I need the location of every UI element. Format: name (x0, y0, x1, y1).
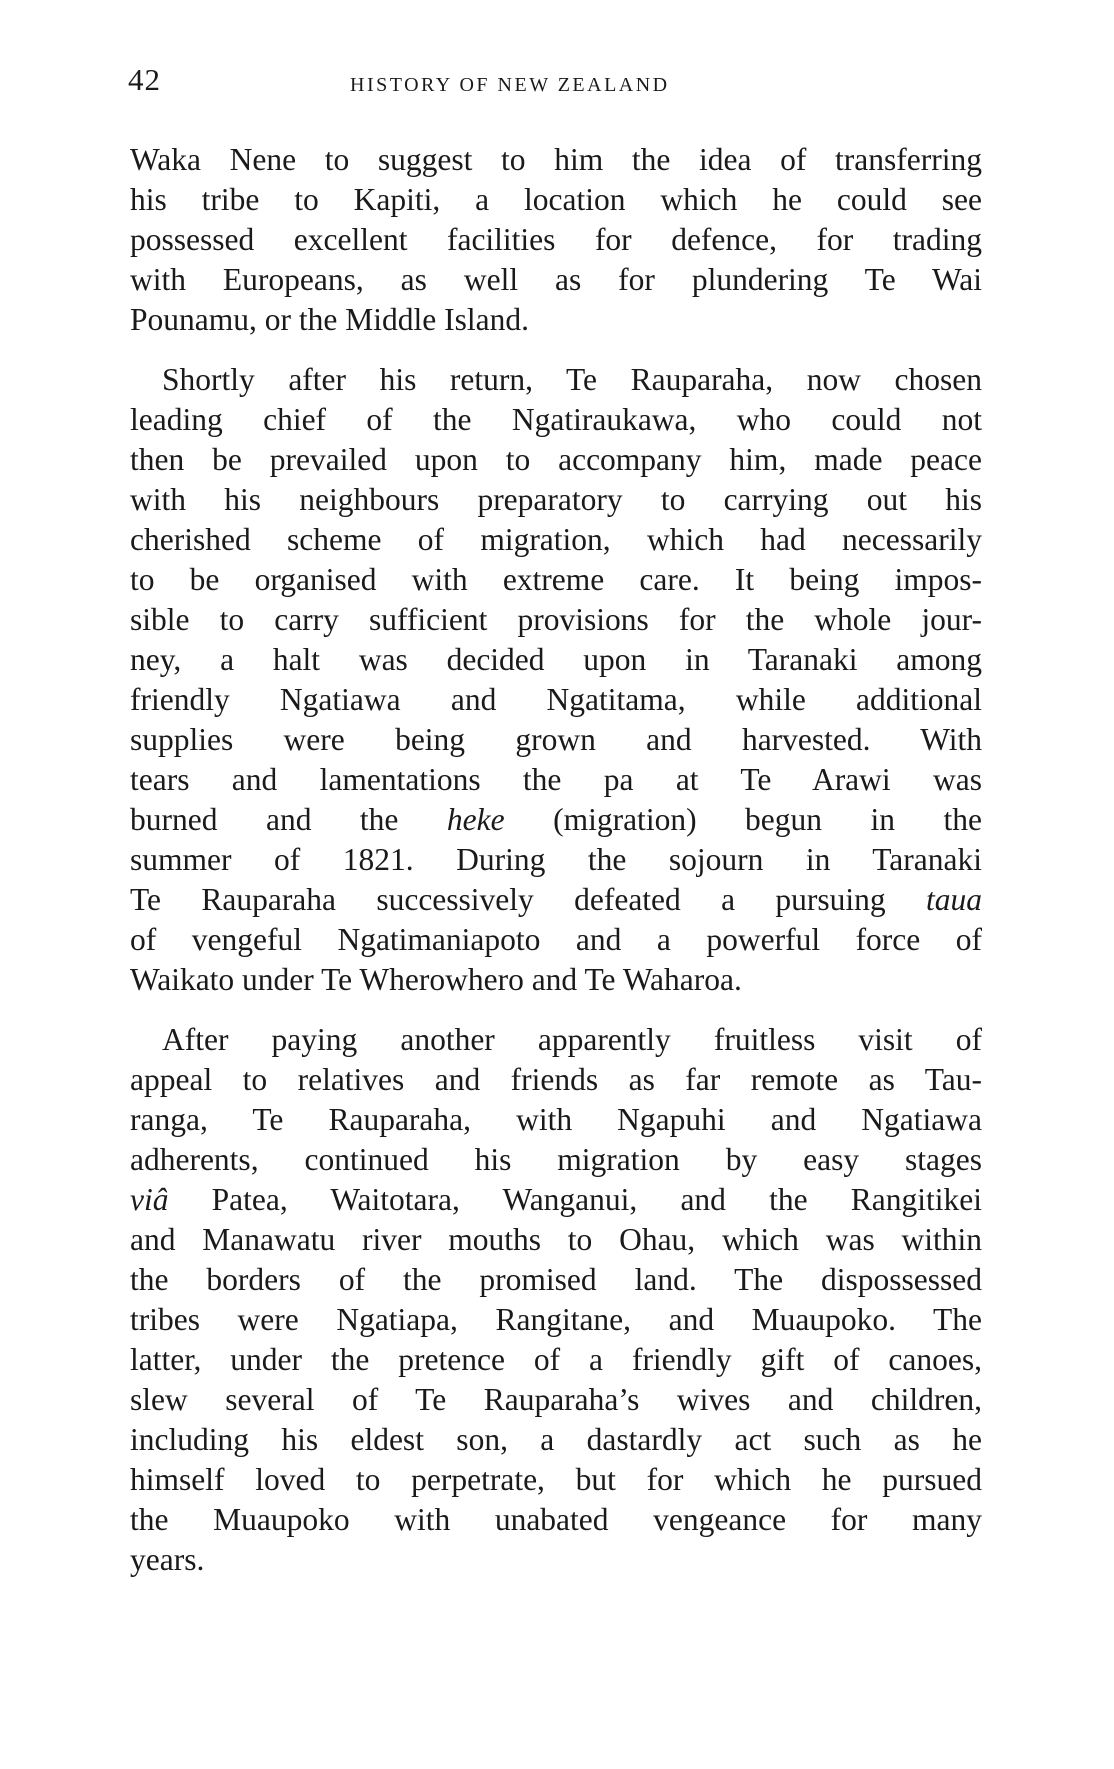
text-line: his tribe to Kapiti, a location which he could see (130, 182, 982, 217)
paragraph-gap (130, 340, 982, 360)
text-line: summer of 1821. During the sojourn in Taranaki (130, 842, 982, 877)
text-line: to be organised with extreme care. It being impos- (130, 562, 982, 597)
text-line: Shortly after his return, Te Rauparaha, now chosen (162, 362, 982, 397)
text-line: possessed excellent facilities for defence, for trading (130, 222, 982, 257)
italic-term: heke (446, 802, 505, 837)
text-line: tears and lamentations the pa at Te Arawi was (130, 762, 982, 797)
text-line: After paying another apparently fruitless visit of (162, 1022, 982, 1057)
page-number: 42 (128, 62, 161, 97)
running-head: HISTORY OF NEW ZEALAND (350, 74, 670, 96)
italic-term: taua (925, 882, 982, 917)
text-line: friendly Ngatiawa and Ngatitama, while additional (130, 682, 982, 717)
text-line: adherents, continued his migration by easy stages (130, 1142, 982, 1177)
text-line: sible to carry sufficient provisions for the whole jour- (130, 602, 982, 637)
text-line: the borders of the promised land. The dispossessed (130, 1262, 982, 1297)
text-line: of vengeful Ngatimaniapoto and a powerful force of (130, 922, 982, 957)
text-line: Pounamu, or the Middle Island. (130, 302, 529, 337)
text-line: Te Rauparaha successively defeated a pursuing taua (130, 882, 982, 917)
text-line: supplies were being grown and harvested. With (130, 722, 982, 757)
text-line: with his neighbours preparatory to carrying out his (130, 482, 982, 517)
text-line: appeal to relatives and friends as far remote as Tau- (130, 1062, 982, 1097)
text-line: then be prevailed upon to accompany him, made peace (130, 442, 982, 477)
text-line: viâ Patea, Waitotara, Wanganui, and the Rangitikei (130, 1182, 982, 1217)
text-line: slew several of Te Rauparaha’s wives and children, (130, 1382, 982, 1417)
text-line: including his eldest son, a dastardly act such as he (130, 1422, 982, 1457)
text-line: latter, under the pretence of a friendly gift of canoes, (130, 1342, 982, 1377)
text-line: tribes were Ngatiapa, Rangitane, and Muaupoko. The (130, 1302, 982, 1337)
italic-term: viâ (130, 1182, 169, 1217)
text-line: ney, a halt was decided upon in Taranaki among (130, 642, 982, 677)
text-line: ranga, Te Rauparaha, with Ngapuhi and Ngatiawa (130, 1102, 982, 1137)
text-line: with Europeans, as well as for plundering Te Wai (130, 262, 982, 297)
paragraph-gap (130, 1000, 982, 1020)
text-line: cherished scheme of migration, which had necessarily (130, 522, 982, 557)
body-text (130, 140, 982, 1580)
text-line: the Muaupoko with unabated vengeance for many (130, 1502, 982, 1537)
text-line: Waikato under Te Wherowhero and Te Waharoa. (130, 962, 742, 997)
text-line: burned and the heke (migration) begun in the (130, 802, 982, 837)
text-line: years. (130, 1542, 205, 1577)
text-line: himself loved to perpetrate, but for which he pursued (130, 1462, 982, 1497)
text-line: and Manawatu river mouths to Ohau, which was within (130, 1222, 982, 1257)
text-line: Waka Nene to suggest to him the idea of transferring (130, 142, 982, 177)
text-line: leading chief of the Ngatiraukawa, who could not (130, 402, 982, 437)
